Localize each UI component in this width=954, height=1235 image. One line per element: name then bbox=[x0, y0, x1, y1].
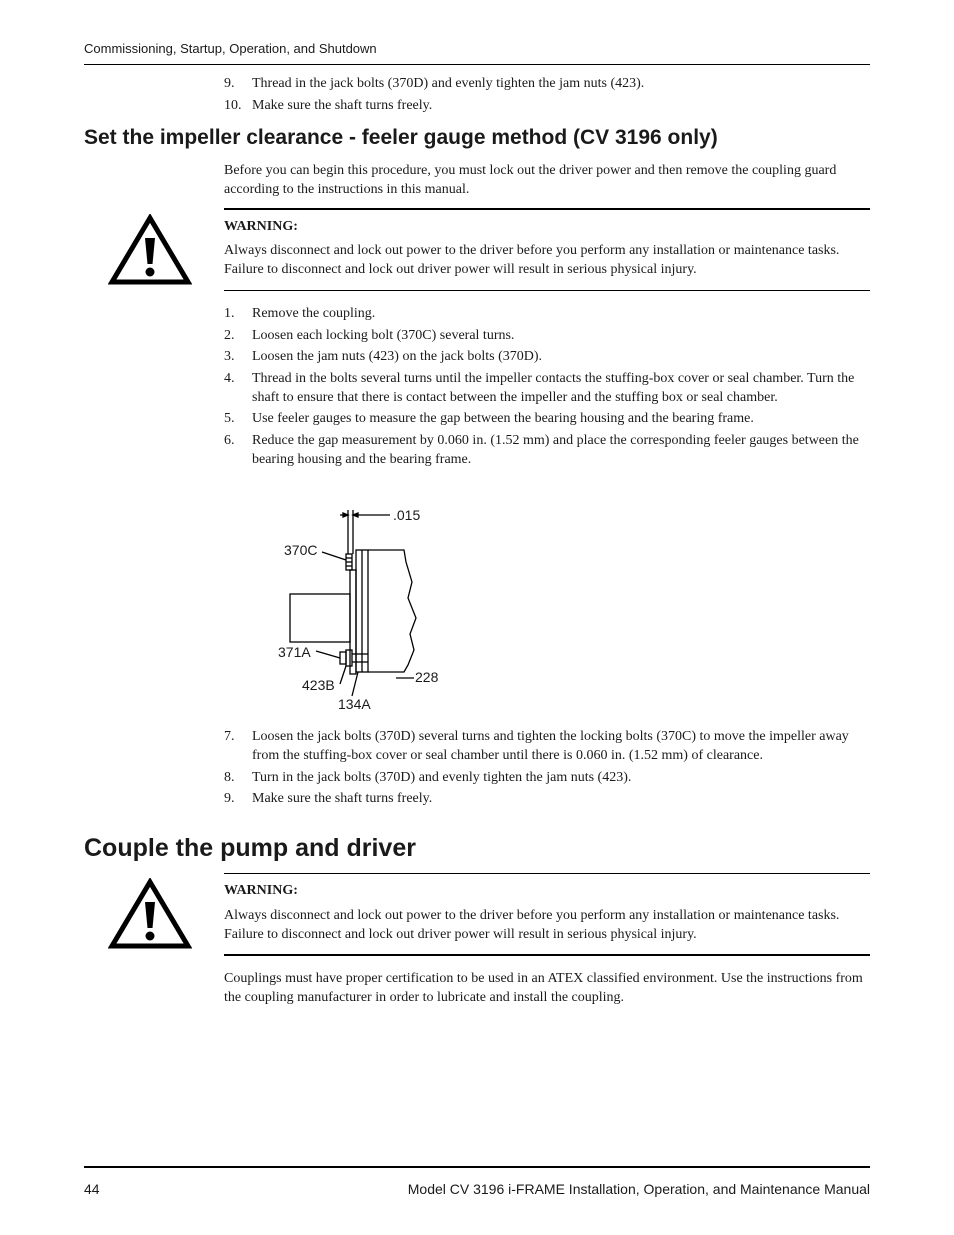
coupling-paragraph: Couplings must have proper certification to be used in an ATEX classified environment. Use the instructions from the coupling manufacturer in order to lubricate and install the coupling. bbox=[224, 971, 863, 1005]
diagram-label-gap: .015 bbox=[393, 507, 421, 523]
warning-bottom-rule bbox=[224, 954, 870, 956]
warning-bottom-rule bbox=[224, 290, 870, 291]
running-header: Commissioning, Startup, Operation, and Shutdown bbox=[84, 41, 377, 56]
warning-top-rule bbox=[224, 208, 870, 210]
diagram-label-423b: 423B bbox=[302, 677, 335, 693]
list-item: 7. Loosen the jack bolts (370D) several turns and tighten the locking bolts (370C) to move the impeller away from the stuffing-box cover or seal chamber until there is 0.060 in. (1.52 mm) of clearance. bbox=[224, 729, 849, 763]
diagram-label-228: 228 bbox=[415, 669, 439, 685]
section-heading-couple-pump: Couple the pump and driver bbox=[84, 834, 416, 862]
list-item: 1. Remove the coupling. bbox=[224, 306, 376, 321]
manual-title: Model CV 3196 i-FRAME Installation, Operation, and Maintenance Manual bbox=[407, 1181, 870, 1197]
warning-label: WARNING: bbox=[224, 883, 298, 898]
list-item: 2. Loosen each locking bolt (370C) several turns. bbox=[224, 327, 515, 343]
header-rule bbox=[84, 64, 870, 65]
diagram-drawing bbox=[290, 510, 416, 696]
page-number: 44 bbox=[84, 1181, 100, 1197]
list-item: 9. Make sure the shaft turns freely. bbox=[224, 791, 433, 806]
section-intro-paragraph: Before you can begin this procedure, you must lock out the driver power and then remove the coupling guard according to the instructions in this manual. bbox=[224, 163, 837, 197]
list-item: 9. Thread in the jack bolts (370D) and evenly tighten the jam nuts (423). bbox=[224, 76, 645, 91]
warning-text: Always disconnect and lock out power to the driver before you perform any installation or maintenance tasks. Failure to disconnect and lock out driver power will result in serious physical injury. bbox=[224, 243, 840, 277]
warning-text: Always disconnect and lock out power to the driver before you perform any installation or maintenance tasks. Failure to disconnect and lock out driver power will result in serious physical injury. bbox=[224, 908, 840, 942]
list-item: 5. Use feeler gauges to measure the gap between the bearing housing and the bearing frame. bbox=[224, 411, 754, 426]
list-item: 3. Loosen the jam nuts (423) on the jack bolts (370D). bbox=[224, 349, 543, 364]
footer-rule bbox=[84, 1166, 870, 1168]
warning-top-rule bbox=[224, 873, 870, 874]
list-item: 8. Turn in the jack bolts (370D) and evenly tighten the jam nuts (423). bbox=[224, 769, 632, 785]
diagram-label-370c: 370C bbox=[284, 542, 318, 558]
diagram-label-134a: 134A bbox=[338, 696, 371, 712]
warning-label: WARNING: bbox=[224, 219, 298, 234]
diagram-label-371a: 371A bbox=[278, 644, 311, 660]
intro-steps bbox=[224, 74, 864, 117]
procedure-steps-b bbox=[224, 727, 864, 811]
warning-triangle-icon bbox=[108, 214, 192, 286]
warning-triangle-icon bbox=[108, 878, 192, 950]
section-heading-impeller-clearance: Set the impeller clearance - feeler gauge method (CV 3196 only) bbox=[84, 126, 718, 149]
procedure-steps-a bbox=[224, 304, 864, 471]
list-item: 10. Make sure the shaft turns freely. bbox=[224, 97, 433, 113]
list-item: 6. Reduce the gap measurement by 0.060 in. (1.52 mm) and place the corresponding feeler gauges between the bearing housing and the bearing frame. bbox=[224, 432, 859, 467]
feeler-gauge-diagram bbox=[270, 500, 460, 715]
list-item: 4. Thread in the bolts several turns until the impeller contacts the stuffing-box cover or seal chamber. Turn the shaft to ensure that there is contact between the impeller and the stuffing box or seal chamber. bbox=[224, 370, 855, 405]
